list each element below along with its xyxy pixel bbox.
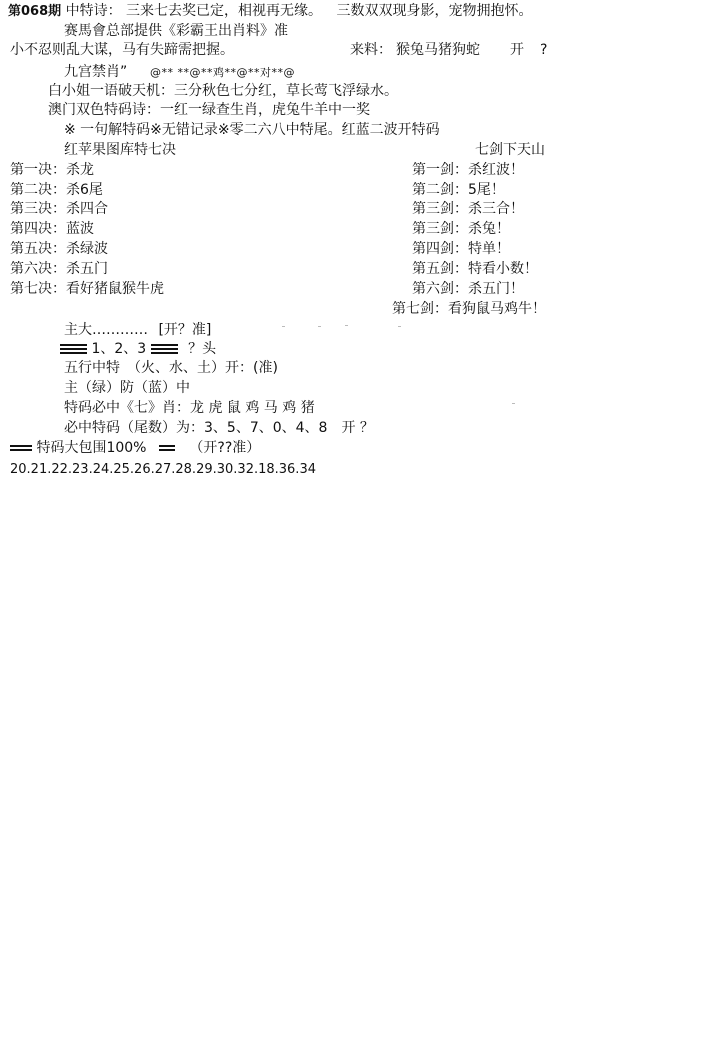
proverb-line: 小不忍则乱大谋，马有失蹄需把握。 [10,42,234,58]
list-item: 第一决：杀龙 [10,162,94,178]
poem-label: 中特诗： [65,3,122,19]
list-item: 第二决：杀6尾 [10,182,103,198]
list-item: 第三决：杀四合 [10,201,108,217]
source-question: ? [540,42,548,58]
list-item: 第五剑：特看小数！ [412,261,538,277]
list-item: 第四剑：特单！ [412,241,510,257]
list-item: 第三剑：杀兔！ [412,221,510,237]
list-item: 第二剑：5尾！ [412,182,505,198]
main-big-text: 主大………… [64,322,148,338]
nine-palace-title: 九宫禁肖” [64,64,128,80]
poem-text-2: 三数双双现身影，宠物拥抱怀。 [336,3,533,19]
triple-bar-icon [60,342,87,356]
seventh-sword: 第七剑：看狗鼠马鸡牛！ [392,301,546,317]
head-numbers: 1、2、3 [91,341,147,357]
source-animals: 猴兔马猪狗蛇 [396,42,480,58]
issue-number: 第068期 [8,4,62,19]
source-label: 来料： [350,42,392,58]
head-suffix: ？头 [188,341,217,357]
note-line: ※ 一句解特码※无错记录※零二六八中特尾。红蓝二波开特码 [64,122,440,138]
double-bar-icon [10,443,32,453]
number-list: 20.21.22.23.24.25.26.27.28.29.30.32.18.36.34 [10,462,316,477]
head-line [60,341,216,358]
package-tag: （开??准） [189,440,261,456]
must-tail-line: 必中特码（尾数）为：3、5、7、0、4、8 开 ？ [64,420,374,436]
nine-palace-code: @** **@**鸡**@**对**@ [150,66,295,79]
red-apple-title: 红苹果图库特七决 [64,142,176,158]
list-item: 第六决：杀五门 [10,261,108,277]
main-big-tag: [开？准] [158,322,212,338]
list-item: 第五决：杀绿波 [10,241,108,257]
main-color-line: 主（绿）防（蓝）中 [64,380,190,396]
list-item: 第四决：蓝波 [10,221,94,237]
header-line [8,3,533,20]
package-text: 特码大包围100% [36,440,147,456]
five-elements-line: 五行中特 （火、水、土）开：(准) [64,360,278,376]
list-item: 第六剑：杀五门！ [412,281,524,297]
must-zodiac-line: 特码必中《七》肖：龙 虎 鼠 鸡 马 鸡 猪 [64,400,315,416]
miss-bai-poem: 白小姐一语破天机：三分秋色七分红，草长莺飞浮绿水。 [48,83,398,99]
list-item: 第一剑：杀红波！ [412,162,524,178]
source-open: 开 [510,42,524,58]
triple-bar-icon [151,342,178,356]
list-item: 第七决：看好猪鼠猴牛虎 [10,281,164,297]
main-big-line [64,322,211,339]
macau-poem: 澳门双色特码诗：一红一绿查生肖，虎兔牛羊中一奖 [48,102,370,118]
double-bar-icon [159,443,175,453]
poem-text: 三来七去奖已定，相视再无缘。 [126,3,323,19]
seven-swords-title: 七剑下天山 [475,142,545,158]
list-item: 第三剑：杀三合！ [412,201,524,217]
horse-club-line: 赛馬會总部提供《彩霸王出肖料》准 [64,23,288,39]
package-line [10,440,260,457]
